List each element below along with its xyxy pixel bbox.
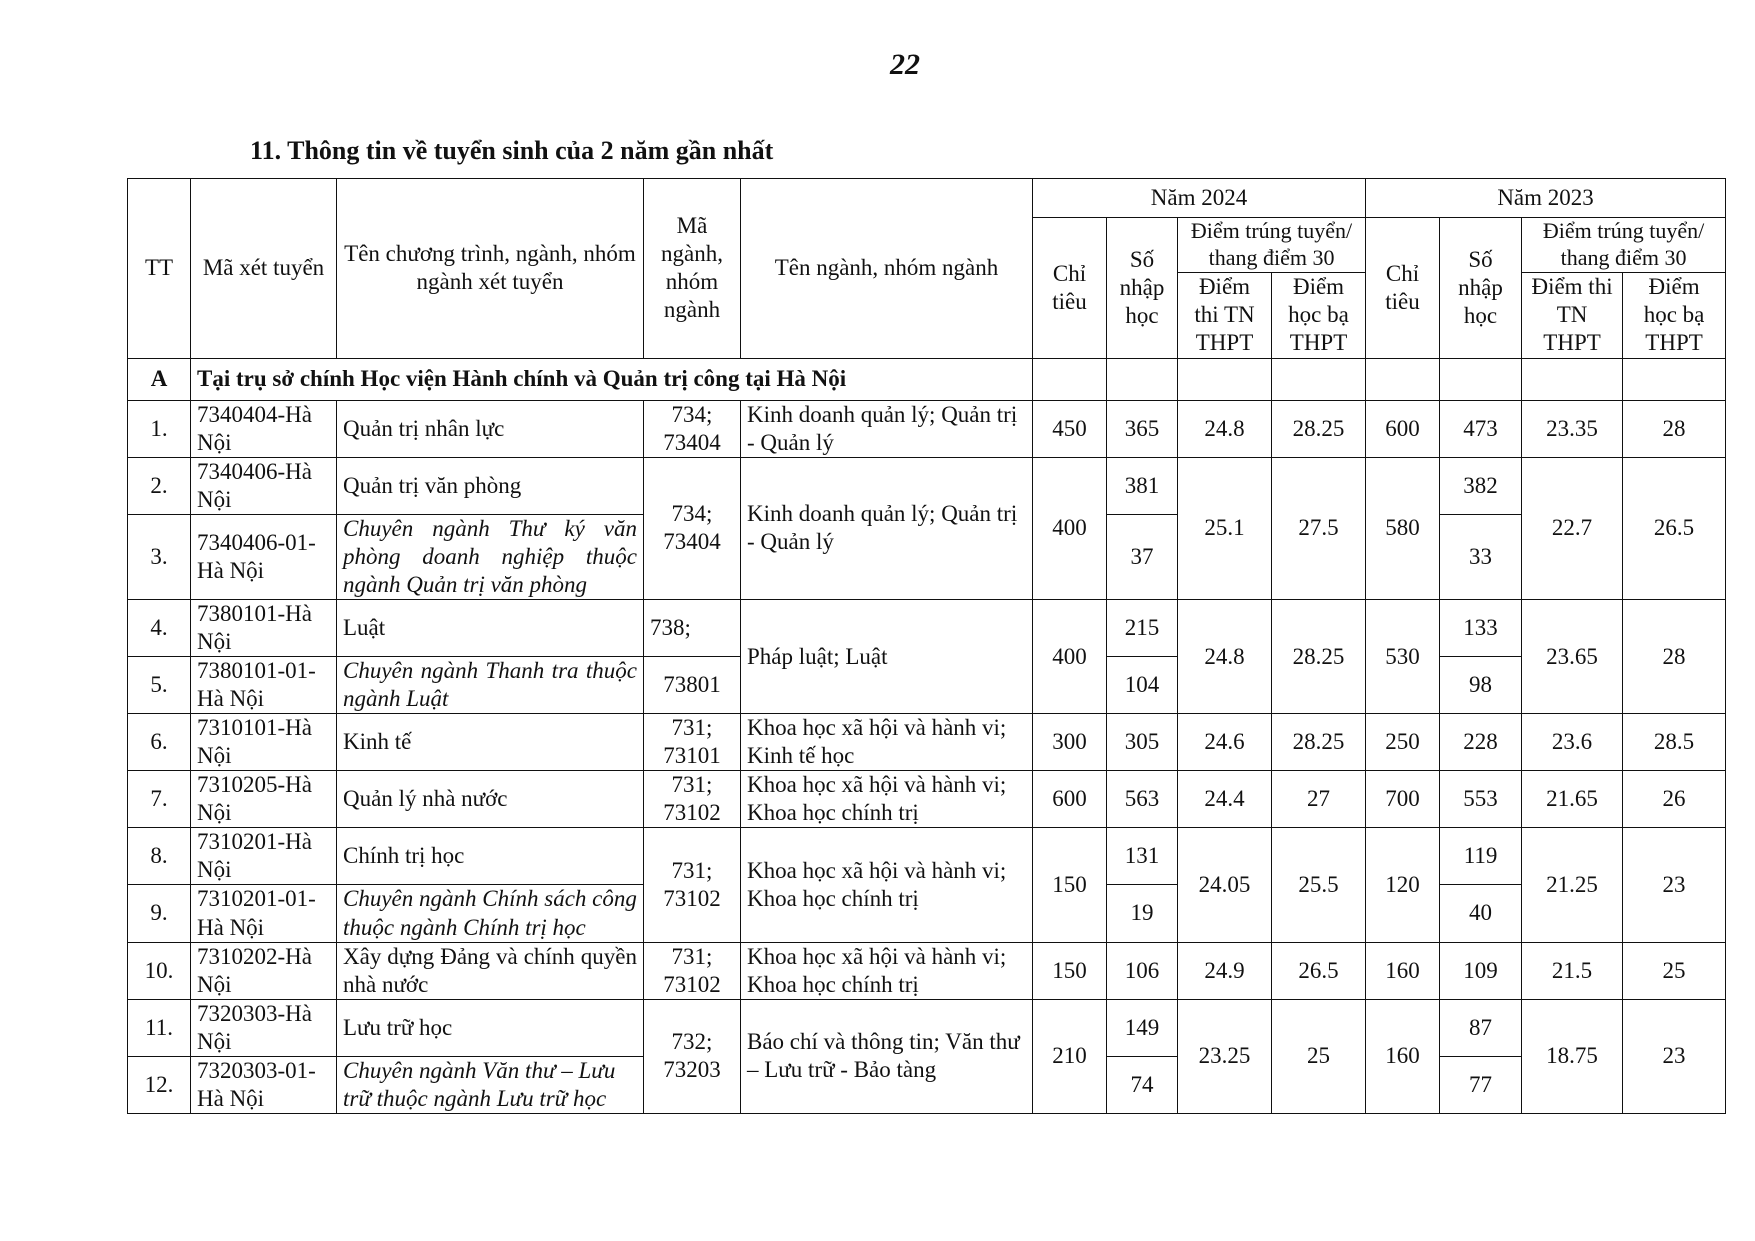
section-row [128,358,1726,400]
cell-ma-xet-tuyen: 7340406-01-Hà Nội [191,514,337,599]
table-row [128,942,1726,999]
cell-tt: 9. [128,885,191,942]
cell-diem-hb-2024: 25 [1272,999,1366,1113]
cell-nhap-hoc-2023: 382 [1440,457,1522,514]
cell-ma-nganh: 731; 73102 [644,771,741,828]
cell-nhap-hoc-2024: 563 [1107,771,1178,828]
cell-ma-nganh: 731; 73102 [644,828,741,942]
cell-ten-nganh: Khoa học xã hội và hành vi; Kinh tế học [741,714,1033,771]
cell-chi-tieu-2023: 600 [1366,400,1440,457]
cell-tt: 5. [128,657,191,714]
cell-nhap-hoc-2024: 104 [1107,657,1178,714]
cell-diem-tn-2023: 22.7 [1522,457,1623,599]
cell-chi-tieu-2024: 600 [1033,771,1107,828]
cell-diem-tn-2024: 23.25 [1178,999,1272,1113]
cell-nhap-hoc-2024: 365 [1107,400,1178,457]
cell-nhap-hoc-2024: 37 [1107,514,1178,599]
cell-diem-hb-2023: 25 [1623,942,1726,999]
header-diem-hoc-ba-2023: Điểm học bạ THPT [1623,272,1726,358]
cell-ten-chuong-trinh: Xây dựng Đảng và chính quyền nhà nước [337,942,644,999]
cell-ma-nganh: 73801 [644,657,741,714]
cell-diem-tn-2024: 25.1 [1178,457,1272,599]
cell-ma-xet-tuyen: 7380101-01-Hà Nội [191,657,337,714]
table-row [128,828,1726,885]
cell-nhap-hoc-2024: 215 [1107,599,1178,656]
cell-chi-tieu-2023: 250 [1366,714,1440,771]
header-diem-trung-tuyen-2023: Điểm trúng tuyển/ thang điểm 30 [1522,218,1726,273]
table-row [128,999,1726,1056]
cell-ma-nganh: 738; [644,599,741,656]
cell-chi-tieu-2023: 580 [1366,457,1440,599]
admissions-table [127,178,1726,1114]
cell-ma-xet-tuyen: 7320303-Hà Nội [191,999,337,1056]
cell-diem-hb-2024: 26.5 [1272,942,1366,999]
cell-nhap-hoc-2023: 133 [1440,599,1522,656]
cell-tt: 6. [128,714,191,771]
cell-ten-nganh: Pháp luật; Luật [741,599,1033,713]
cell-tt: 8. [128,828,191,885]
cell-ma-xet-tuyen: 7310201-01-Hà Nội [191,885,337,942]
page-number: 22 [890,48,920,81]
table-row [128,400,1726,457]
cell-ten-chuong-trinh: Chuyên ngành Chính sách công thuộc ngành Chính trị học [337,885,644,942]
cell-ten-chuong-trinh: Quản trị văn phòng [337,457,644,514]
cell-tt: 11. [128,999,191,1056]
cell-diem-tn-2023: 23.65 [1522,599,1623,713]
cell-diem-tn-2024: 24.05 [1178,828,1272,942]
cell-ten-nganh: Kinh doanh quản lý; Quản trị - Quản lý [741,457,1033,599]
cell-diem-tn-2023: 21.65 [1522,771,1623,828]
cell-ten-chuong-trinh: Chuyên ngành Thư ký văn phòng doanh nghiệp thuộc ngành Quản trị văn phòng [337,514,644,599]
cell-nhap-hoc-2023: 228 [1440,714,1522,771]
cell-diem-hb-2023: 28.5 [1623,714,1726,771]
cell-diem-hb-2024: 28.25 [1272,714,1366,771]
cell-diem-hb-2023: 28 [1623,400,1726,457]
cell-diem-tn-2024: 24.8 [1178,599,1272,713]
cell-diem-tn-2023: 21.25 [1522,828,1623,942]
cell-diem-hb-2024: 27.5 [1272,457,1366,599]
header-year-2023: Năm 2023 [1366,179,1726,218]
cell-nhap-hoc-2024: 74 [1107,1056,1178,1113]
cell-tt: 10. [128,942,191,999]
cell-diem-tn-2023: 23.35 [1522,400,1623,457]
cell-diem-hb-2024: 28.25 [1272,599,1366,713]
cell-diem-hb-2024: 28.25 [1272,400,1366,457]
cell-chi-tieu-2023: 120 [1366,828,1440,942]
section-title: 11. Thông tin về tuyển sinh của 2 năm gần nhất [250,136,774,165]
cell-ten-chuong-trinh: Chuyên ngành Thanh tra thuộc ngành Luật [337,657,644,714]
cell-ma-xet-tuyen: 7380101-Hà Nội [191,599,337,656]
table-row [128,599,1726,656]
cell-nhap-hoc-2024: 381 [1107,457,1178,514]
header-diem-thi-tn-2023: Điểm thi TN THPT [1522,272,1623,358]
cell-nhap-hoc-2023: 119 [1440,828,1522,885]
cell-ma-xet-tuyen: 7310202-Hà Nội [191,942,337,999]
cell-nhap-hoc-2023: 77 [1440,1056,1522,1113]
cell-diem-hb-2023: 26.5 [1623,457,1726,599]
cell-nhap-hoc-2024: 131 [1107,828,1178,885]
header-diem-trung-tuyen-2024: Điểm trúng tuyển/ thang điểm 30 [1178,218,1366,273]
cell-ma-nganh: 731; 73102 [644,942,741,999]
cell-chi-tieu-2024: 400 [1033,457,1107,599]
cell-chi-tieu-2023: 160 [1366,942,1440,999]
header-so-nhap-hoc-2024: Số nhập học [1107,218,1178,359]
cell-tt: 2. [128,457,191,514]
header-ma-xet-tuyen: Mã xét tuyển [191,179,337,359]
cell-chi-tieu-2024: 150 [1033,942,1107,999]
cell-ma-xet-tuyen: 7310201-Hà Nội [191,828,337,885]
header-diem-hoc-ba-2024: Điểm học bạ THPT [1272,272,1366,358]
cell-ma-nganh: 731; 73101 [644,714,741,771]
cell-ten-chuong-trinh: Chuyên ngành Văn thư – Lưu trữ thuộc ngành Lưu trữ học [337,1056,644,1113]
cell-ten-nganh: Báo chí và thông tin; Văn thư – Lưu trữ - Bảo tàng [741,999,1033,1113]
cell-ten-chuong-trinh: Lưu trữ học [337,999,644,1056]
cell-diem-tn-2024: 24.8 [1178,400,1272,457]
cell-diem-hb-2023: 26 [1623,771,1726,828]
header-tt: TT [128,179,191,359]
cell-diem-tn-2023: 23.6 [1522,714,1623,771]
cell-ten-nganh: Kinh doanh quản lý; Quản trị - Quản lý [741,400,1033,457]
header-chi-tieu-2024: Chỉ tiêu [1033,218,1107,359]
table-row [128,714,1726,771]
cell-ten-chuong-trinh: Quản lý nhà nước [337,771,644,828]
cell-diem-tn-2024: 24.4 [1178,771,1272,828]
header-chi-tieu-2023: Chỉ tiêu [1366,218,1440,359]
cell-ten-nganh: Khoa học xã hội và hành vi; Khoa học chính trị [741,771,1033,828]
cell-ten-nganh: Khoa học xã hội và hành vi; Khoa học chính trị [741,828,1033,942]
cell-tt: 1. [128,400,191,457]
cell-ten-chuong-trinh: Kinh tế [337,714,644,771]
cell-ma-nganh: 734; 73404 [644,457,741,599]
cell-nhap-hoc-2023: 40 [1440,885,1522,942]
header-ma-nganh: Mã ngành, nhóm ngành [644,179,741,359]
cell-nhap-hoc-2023: 553 [1440,771,1522,828]
cell-chi-tieu-2023: 700 [1366,771,1440,828]
cell-ma-xet-tuyen: 7340404-Hà Nội [191,400,337,457]
cell-ma-xet-tuyen: 7340406-Hà Nội [191,457,337,514]
cell-tt: 12. [128,1056,191,1113]
header-so-nhap-hoc-2023: Số nhập học [1440,218,1522,359]
cell-chi-tieu-2023: 160 [1366,999,1440,1113]
cell-diem-hb-2023: 28 [1623,599,1726,713]
cell-nhap-hoc-2023: 33 [1440,514,1522,599]
cell-tt: 4. [128,599,191,656]
cell-chi-tieu-2024: 450 [1033,400,1107,457]
cell-diem-tn-2024: 24.6 [1178,714,1272,771]
cell-ma-xet-tuyen: 7310205-Hà Nội [191,771,337,828]
cell-diem-tn-2024: 24.9 [1178,942,1272,999]
cell-ten-nganh: Khoa học xã hội và hành vi; Khoa học chính trị [741,942,1033,999]
cell-chi-tieu-2024: 300 [1033,714,1107,771]
cell-chi-tieu-2023: 530 [1366,599,1440,713]
cell-nhap-hoc-2023: 98 [1440,657,1522,714]
cell-nhap-hoc-2023: 87 [1440,999,1522,1056]
cell-tt: 3. [128,514,191,599]
cell-diem-tn-2023: 21.5 [1522,942,1623,999]
header-diem-thi-tn-2024: Điểm thi TN THPT [1178,272,1272,358]
cell-ten-chuong-trinh: Luật [337,599,644,656]
cell-ma-nganh: 732; 73203 [644,999,741,1113]
cell-nhap-hoc-2023: 473 [1440,400,1522,457]
section-title-cell: Tại trụ sở chính Học viện Hành chính và Quản trị công tại Hà Nội [191,358,1033,400]
cell-ma-nganh: 734; 73404 [644,400,741,457]
cell-nhap-hoc-2024: 106 [1107,942,1178,999]
cell-diem-tn-2023: 18.75 [1522,999,1623,1113]
cell-ten-chuong-trinh: Chính trị học [337,828,644,885]
cell-diem-hb-2023: 23 [1623,828,1726,942]
cell-diem-hb-2024: 27 [1272,771,1366,828]
cell-chi-tieu-2024: 150 [1033,828,1107,942]
cell-chi-tieu-2024: 400 [1033,599,1107,713]
table-row [128,457,1726,514]
header-ten-chuong-trinh: Tên chương trình, ngành, nhóm ngành xét tuyển [337,179,644,359]
table-row [128,771,1726,828]
cell-tt: 7. [128,771,191,828]
cell-nhap-hoc-2024: 19 [1107,885,1178,942]
cell-ma-xet-tuyen: 7310101-Hà Nội [191,714,337,771]
cell-ten-chuong-trinh: Quản trị nhân lực [337,400,644,457]
cell-diem-hb-2024: 25.5 [1272,828,1366,942]
cell-diem-hb-2023: 23 [1623,999,1726,1113]
header-ten-nganh: Tên ngành, nhóm ngành [741,179,1033,359]
cell-nhap-hoc-2024: 305 [1107,714,1178,771]
cell-nhap-hoc-2024: 149 [1107,999,1178,1056]
cell-ma-xet-tuyen: 7320303-01-Hà Nội [191,1056,337,1113]
section-label: A [128,358,191,400]
cell-chi-tieu-2024: 210 [1033,999,1107,1113]
cell-nhap-hoc-2023: 109 [1440,942,1522,999]
header-year-2024: Năm 2024 [1033,179,1366,218]
